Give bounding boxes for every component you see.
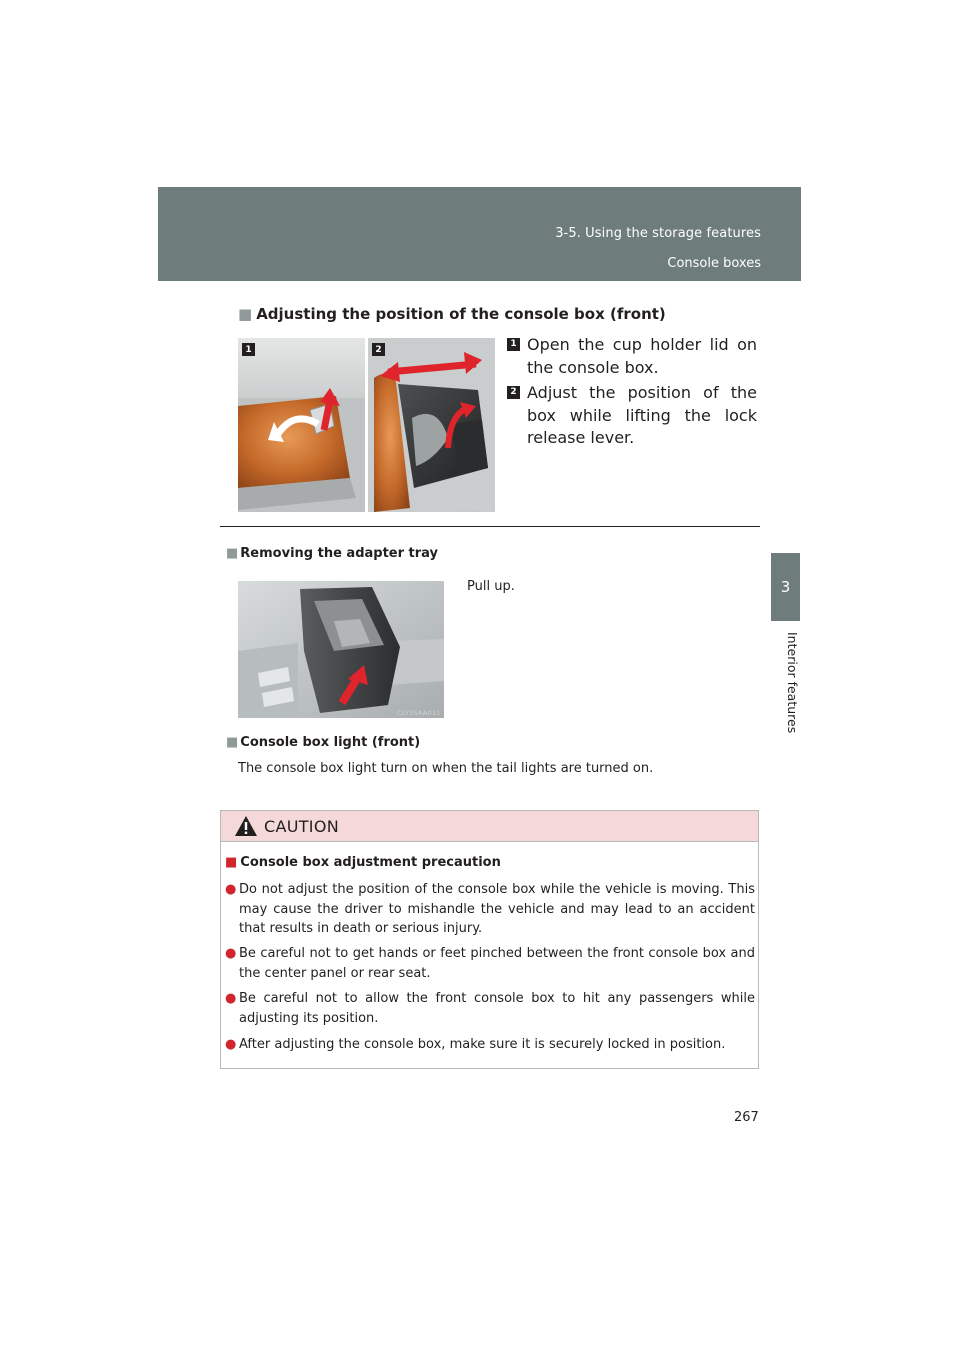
note-square-icon: ■	[226, 735, 239, 750]
note-heading-adapter-tray	[226, 546, 438, 561]
caution-square-icon: ■	[225, 855, 238, 870]
step-1-text: Open the cup holder lid on the console box.	[527, 335, 757, 377]
step-1	[507, 334, 757, 379]
note-heading-console-light	[226, 735, 420, 750]
adapter-tray-figure	[238, 581, 444, 718]
note-title-adapter-tray: Removing the adapter tray	[240, 546, 439, 561]
step-2-text: Adjust the position of the box while lifting the lock release lever.	[527, 383, 757, 447]
figure-badge-1: 1	[242, 343, 255, 356]
heading-square-icon: ■	[238, 305, 253, 323]
caution-bullet-3-text: Be careful not to allow the front console box to hit any passengers while adjusting its position.	[239, 991, 755, 1026]
caution-header	[221, 811, 758, 842]
caution-bullet-1	[225, 880, 755, 939]
bullet-dot-icon: ●	[225, 946, 237, 961]
step-2	[507, 382, 757, 450]
heading-text: Adjusting the position of the console box (front)	[256, 305, 666, 323]
caution-bullet-2-text: Be careful not to get hands or feet pinched between the front console box and the center panel or rear seat.	[239, 946, 755, 981]
caution-box	[220, 810, 759, 1069]
caution-bullet-3	[225, 989, 755, 1028]
step-2-number: 2	[507, 386, 520, 399]
adapter-tray-illustration	[238, 581, 444, 718]
page-number: 267	[734, 1110, 759, 1125]
chapter-tab: 3	[771, 553, 800, 621]
caution-subheading	[225, 855, 501, 870]
caution-bullet-2	[225, 944, 755, 983]
note-title-console-light: Console box light (front)	[240, 735, 421, 750]
warning-triangle-icon	[234, 815, 258, 837]
bullet-dot-icon: ●	[225, 991, 237, 1006]
figure-code: CLY35AA017	[447, 503, 492, 511]
section-heading	[238, 305, 666, 323]
caution-subheading-text: Console box adjustment precaution	[240, 855, 501, 870]
caution-title: CAUTION	[264, 816, 339, 836]
step-1-number: 1	[507, 338, 520, 351]
note-text-console-light: The console box light turn on when the tail lights are turned on.	[238, 761, 654, 776]
header-topic-title: Console boxes	[667, 256, 761, 271]
caution-bullet-1-text: Do not adjust the position of the console box while the vehicle is moving. This may cause the driver to mishandle the vehicle and may lead to an accident that results in death or serious injury.	[239, 882, 755, 936]
bullet-dot-icon: ●	[225, 882, 237, 897]
bullet-dot-icon: ●	[225, 1037, 237, 1052]
section-divider	[220, 526, 760, 527]
header-band	[158, 187, 801, 281]
caution-bullet-4	[225, 1035, 755, 1055]
header-section-title: 3-5. Using the storage features	[555, 226, 761, 241]
console-box-illustration	[238, 338, 495, 512]
note-square-icon: ■	[226, 546, 239, 561]
console-box-figure	[238, 338, 495, 512]
chapter-side-label: Interior features	[785, 632, 800, 734]
caution-bullet-4-text: After adjusting the console box, make sure it is securely locked in position.	[239, 1037, 726, 1052]
figure-badge-2: 2	[372, 343, 385, 356]
note-text-pull-up: Pull up.	[467, 579, 515, 594]
adapter-figure-code: CLY35AA011	[396, 709, 441, 717]
